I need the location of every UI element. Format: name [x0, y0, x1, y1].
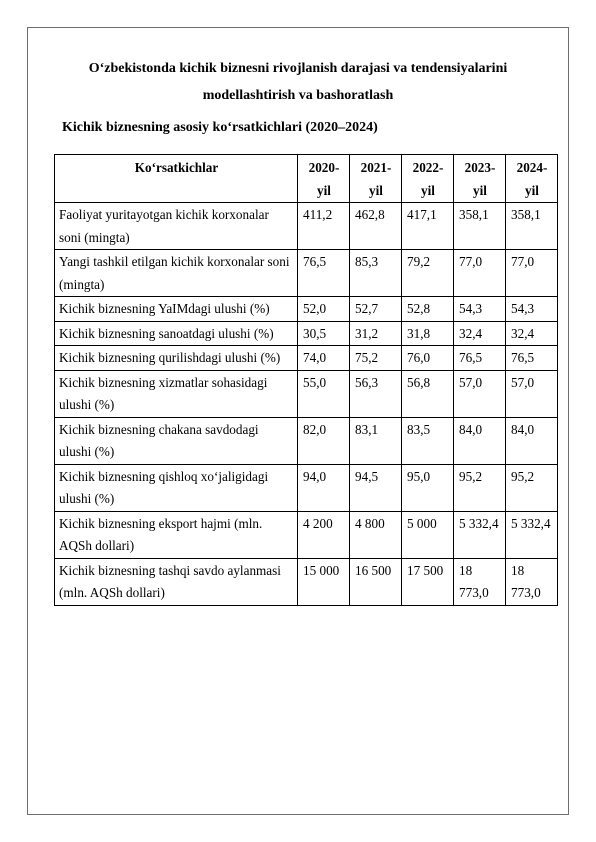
indicator-value: 84,0	[454, 417, 506, 464]
indicator-value: 94,0	[298, 464, 350, 511]
table-row	[55, 370, 558, 417]
indicator-value: 16 500	[350, 558, 402, 605]
header-year: 2020-yil	[298, 155, 350, 203]
indicator-label: Kichik biznesning tashqi savdo aylanmasi (mln. AQSh dollari)	[55, 558, 298, 605]
indicator-label: Faoliyat yuritayotgan kichik korxonalar soni (mingta)	[55, 203, 298, 250]
indicator-value: 358,1	[506, 203, 558, 250]
indicator-value: 32,4	[506, 321, 558, 346]
indicator-value: 31,8	[402, 321, 454, 346]
indicator-value: 52,0	[298, 297, 350, 322]
indicator-value: 56,8	[402, 370, 454, 417]
indicator-value: 76,5	[506, 346, 558, 371]
indicator-value: 358,1	[454, 203, 506, 250]
indicator-value: 76,0	[402, 346, 454, 371]
indicator-value: 31,2	[350, 321, 402, 346]
table-row	[55, 417, 558, 464]
indicator-value: 5 332,4	[506, 511, 558, 558]
indicator-value: 79,2	[402, 250, 454, 297]
table-row	[55, 511, 558, 558]
indicator-value: 15 000	[298, 558, 350, 605]
indicator-value: 54,3	[506, 297, 558, 322]
table-row	[55, 464, 558, 511]
indicator-value: 95,2	[506, 464, 558, 511]
indicator-label: Kichik biznesning YaIMdagi ulushi (%)	[55, 297, 298, 322]
table-row	[55, 297, 558, 322]
indicator-value: 5 332,4	[454, 511, 506, 558]
header-year: 2024-yil	[506, 155, 558, 203]
indicator-value: 57,0	[506, 370, 558, 417]
indicator-value: 75,2	[350, 346, 402, 371]
header-year: 2022-yil	[402, 155, 454, 203]
indicator-value: 411,2	[298, 203, 350, 250]
indicator-value: 52,8	[402, 297, 454, 322]
table-row	[55, 346, 558, 371]
indicator-value: 84,0	[506, 417, 558, 464]
indicator-value: 76,5	[298, 250, 350, 297]
indicator-value: 417,1	[402, 203, 454, 250]
indicator-value: 4 800	[350, 511, 402, 558]
document-title: O‘zbekistonda kichik biznesni rivojlanish darajasi va tendensiyalarini modellashtirish va bashoratlash	[88, 61, 508, 103]
indicator-value: 55,0	[298, 370, 350, 417]
indicator-value: 77,0	[506, 250, 558, 297]
indicator-value: 54,3	[454, 297, 506, 322]
table-header-row	[55, 155, 558, 203]
indicator-label: Kichik biznesning sanoatdagi ulushi (%)	[55, 321, 298, 346]
table-row	[55, 250, 558, 297]
table-caption: Kichik biznesning asosiy ko‘rsatkichlari (2020–2024)	[62, 120, 378, 135]
table-row	[55, 203, 558, 250]
indicator-value: 74,0	[298, 346, 350, 371]
indicators-table	[54, 154, 558, 606]
indicator-label: Yangi tashkil etilgan kichik korxonalar soni (mingta)	[55, 250, 298, 297]
table-row	[55, 558, 558, 605]
header-indicator: Ko‘rsatkichlar	[55, 155, 298, 203]
indicator-value: 85,3	[350, 250, 402, 297]
indicator-value: 95,0	[402, 464, 454, 511]
indicator-value: 83,5	[402, 417, 454, 464]
indicator-value: 18 773,0	[454, 558, 506, 605]
indicator-value: 76,5	[454, 346, 506, 371]
indicator-label: Kichik biznesning chakana savdodagi ulushi (%)	[55, 417, 298, 464]
header-year: 2021-yil	[350, 155, 402, 203]
indicator-label: Kichik biznesning qishloq xo‘jaligidagi ulushi (%)	[55, 464, 298, 511]
indicator-value: 17 500	[402, 558, 454, 605]
indicator-value: 57,0	[454, 370, 506, 417]
indicator-value: 32,4	[454, 321, 506, 346]
indicator-value: 56,3	[350, 370, 402, 417]
indicator-value: 94,5	[350, 464, 402, 511]
indicator-value: 82,0	[298, 417, 350, 464]
table-row	[55, 321, 558, 346]
indicator-value: 462,8	[350, 203, 402, 250]
indicator-value: 30,5	[298, 321, 350, 346]
indicator-value: 18 773,0	[506, 558, 558, 605]
indicator-value: 52,7	[350, 297, 402, 322]
indicator-value: 5 000	[402, 511, 454, 558]
indicator-value: 4 200	[298, 511, 350, 558]
indicator-label: Kichik biznesning qurilishdagi ulushi (%)	[55, 346, 298, 371]
indicator-label: Kichik biznesning eksport hajmi (mln. AQSh dollari)	[55, 511, 298, 558]
header-year: 2023-yil	[454, 155, 506, 203]
indicator-value: 77,0	[454, 250, 506, 297]
indicator-value: 95,2	[454, 464, 506, 511]
indicator-value: 83,1	[350, 417, 402, 464]
indicator-label: Kichik biznesning xizmatlar sohasidagi ulushi (%)	[55, 370, 298, 417]
